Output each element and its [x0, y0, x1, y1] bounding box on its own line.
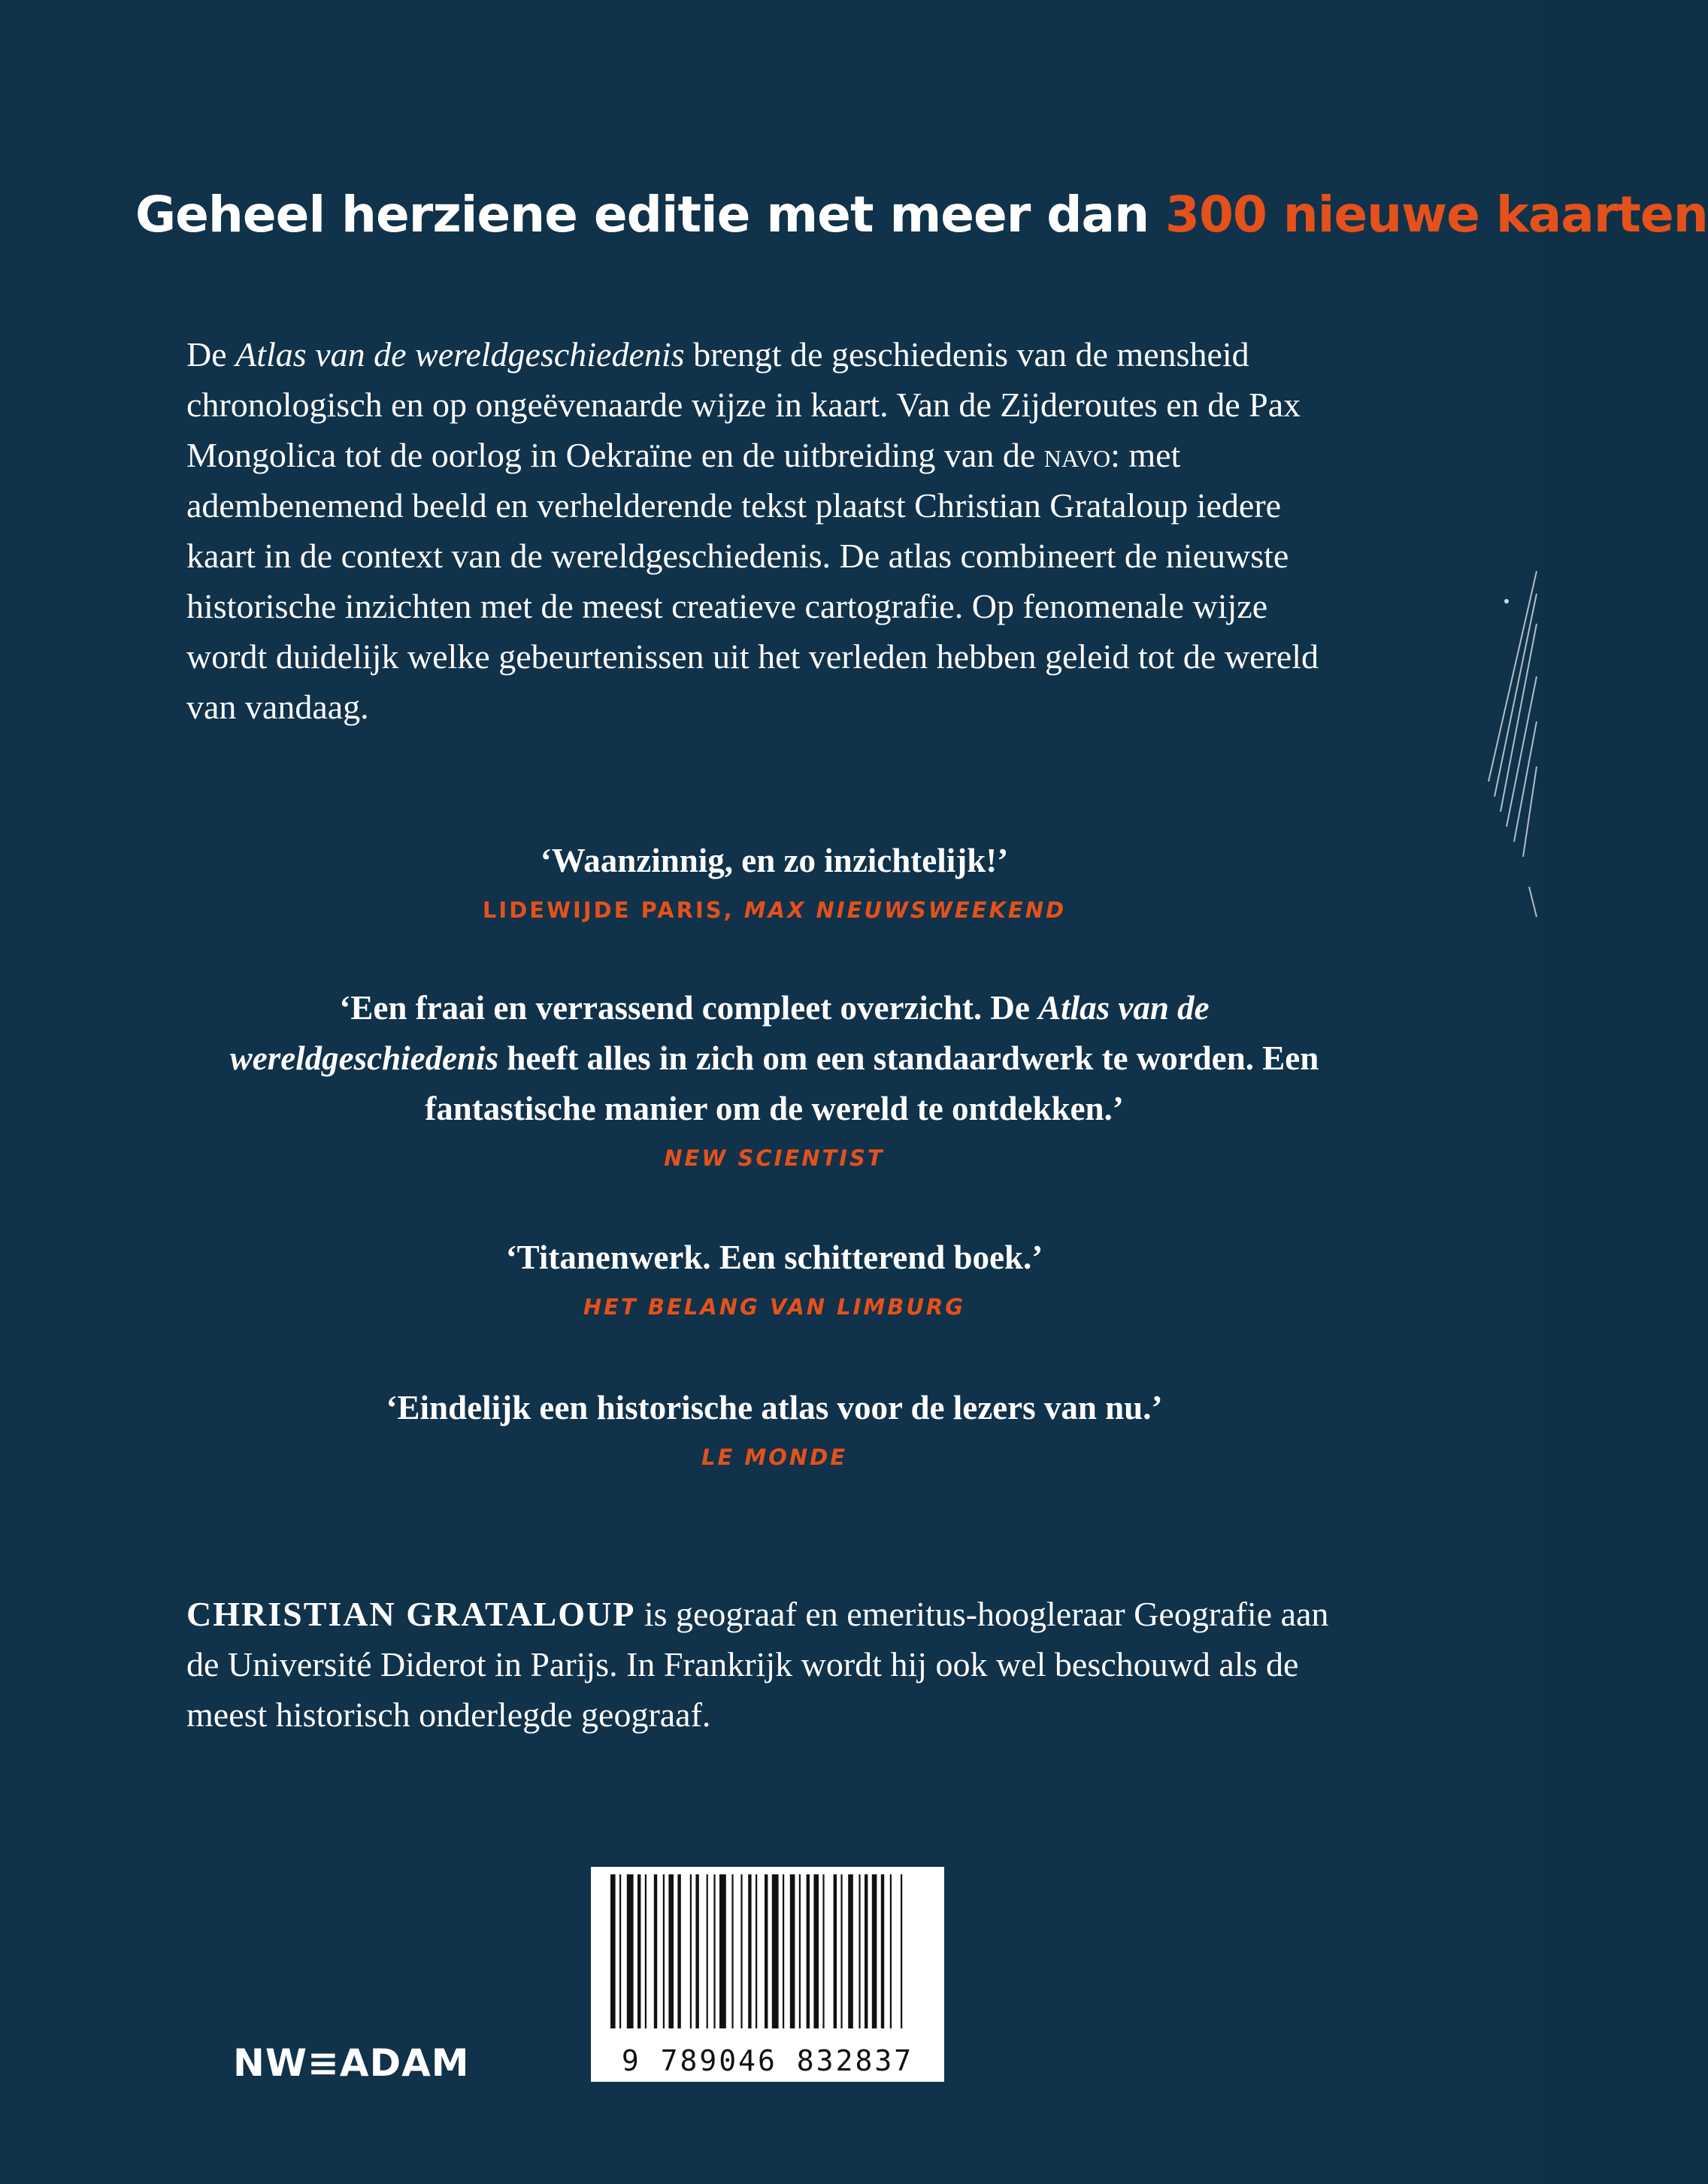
- barcode-bar: [865, 1874, 868, 2028]
- headline: [135, 179, 1708, 251]
- barcode-bar: [619, 1874, 621, 2028]
- review-quote-3: [226, 1233, 1323, 1322]
- barcode-bar: [872, 1874, 877, 2028]
- author-name: CHRISTIAN GRATALOUP: [186, 1595, 636, 1633]
- barcode-bar: [740, 1874, 742, 2028]
- barcode-bar: [822, 1874, 824, 2028]
- isbn-barcode: [591, 1867, 944, 2082]
- barcode-bar: [772, 1874, 779, 2028]
- barcode-bar: [840, 1874, 842, 2028]
- quote-text: ‘Waanzinnig, en zo inzichtelijk!’: [540, 842, 1009, 879]
- author-bio: [186, 1589, 1359, 1740]
- blurb-body-1: brengt de geschiedenis van de mensheid chronologisch en op ongeëvenaarde wijze in kaart. Van de Zijderoutes en de Pax Mongolica tot de oorlog in Oekraïne en de uitbreiding van de: [186, 335, 1301, 474]
- review-quote-4: [226, 1383, 1323, 1472]
- barcode-bar: [668, 1874, 674, 2028]
- quote-source: [226, 895, 1323, 925]
- quote-source-publication: LE MONDE: [701, 1444, 848, 1470]
- barcode-bars: [591, 1867, 944, 2047]
- review-quote-2: [226, 983, 1323, 1173]
- quote-source: [226, 1442, 1323, 1472]
- quote-text: ‘Eindelijk een historische atlas voor de lezers van nu.’: [386, 1389, 1163, 1426]
- map-lines-decoration: [1484, 526, 1537, 947]
- barcode-bar: [707, 1874, 708, 2028]
- headline-text: Geheel herziene editie met meer dan: [135, 186, 1166, 244]
- barcode-bar: [654, 1874, 657, 2028]
- barcode-bar: [881, 1874, 884, 2028]
- quote-text-title: Atlas van de wereldgeschiedenis: [229, 989, 1210, 1077]
- barcode-bar: [859, 1874, 860, 2028]
- barcode-bar: [813, 1874, 819, 2028]
- barcode-bar: [627, 1874, 634, 2028]
- barcode-bar: [834, 1874, 837, 2028]
- barcode-bar: [637, 1874, 640, 2028]
- barcode-bar: [790, 1874, 795, 2028]
- barcode-bar: [901, 1874, 902, 2028]
- blurb-body-2: : met adembenemend beeld en verhelderende tekst plaatst Christian Grataloup iedere kaart in de context van de wereldgeschiedenis. De atlas combineert de nieuwste historische inzichten met de meest creatieve cartografie. Op fenomenale wijze wordt duidelijk welke gebeurtenissen uit het verleden hebben geleid tot de wereld van vandaag.: [186, 436, 1319, 726]
- quote-source-publication: MAX NIEUWSWEEKEND: [743, 897, 1067, 923]
- blurb-paragraph: [186, 329, 1348, 732]
- author-bio-text: is geograaf en emeritus-hoogleraar Geografie aan de Université Diderot in Parijs. In Frankrijk wordt hij ook wel beschouwd als de meest historisch onderlegde geograaf.: [186, 1595, 1329, 1734]
- headline-accent: 300 nieuwe kaarten: [1165, 186, 1708, 244]
- barcode-bar: [713, 1874, 715, 2028]
- blurb-navo: navo: [1043, 436, 1111, 474]
- barcode-bar: [807, 1874, 810, 2028]
- blurb-intro: De: [186, 335, 236, 374]
- barcode-bar: [799, 1874, 801, 2028]
- quote-text-part-a: ‘Een fraai en verrassend compleet overzicht. De: [339, 989, 1039, 1027]
- review-quote-1: [226, 836, 1323, 925]
- quote-source: [226, 1292, 1323, 1322]
- barcode-bar: [783, 1874, 784, 2028]
- quote-source: [226, 1143, 1323, 1173]
- publisher-logo: NW≡ADAM: [233, 2041, 470, 2085]
- barcode-bar: [663, 1874, 665, 2028]
- barcode-bar: [610, 1874, 616, 2028]
- barcode-bar: [719, 1874, 726, 2028]
- isbn-digits: 9 789046 832837: [621, 2044, 914, 2077]
- quote-source-name: LIDEWIJDE PARIS,: [482, 897, 744, 923]
- quote-text: ‘Titanenwerk. Een schitterend boek.’: [505, 1239, 1043, 1276]
- barcode-bar: [677, 1874, 680, 2028]
- blurb-book-title: Atlas van de wereldgeschiedenis: [235, 335, 685, 374]
- barcode-bar: [848, 1874, 853, 2028]
- barcode-bar: [756, 1874, 757, 2028]
- quote-source-publication: NEW SCIENTIST: [664, 1145, 885, 1171]
- barcode-bar: [890, 1874, 892, 2028]
- barcode-bar: [690, 1874, 692, 2028]
- quote-text-part-b: heeft alles in zich om een standaardwerk te worden. Een fantastische manier om de wereld te ontdekken.’: [425, 1039, 1319, 1127]
- quote-text: [226, 983, 1323, 1134]
- quote-source-publication: HET BELANG VAN LIMBURG: [583, 1294, 966, 1320]
- barcode-bar: [645, 1874, 647, 2028]
- barcode-bar: [748, 1874, 751, 2028]
- barcode-bar: [731, 1874, 733, 2028]
- barcode-bar: [765, 1874, 768, 2028]
- barcode-bar: [695, 1874, 698, 2028]
